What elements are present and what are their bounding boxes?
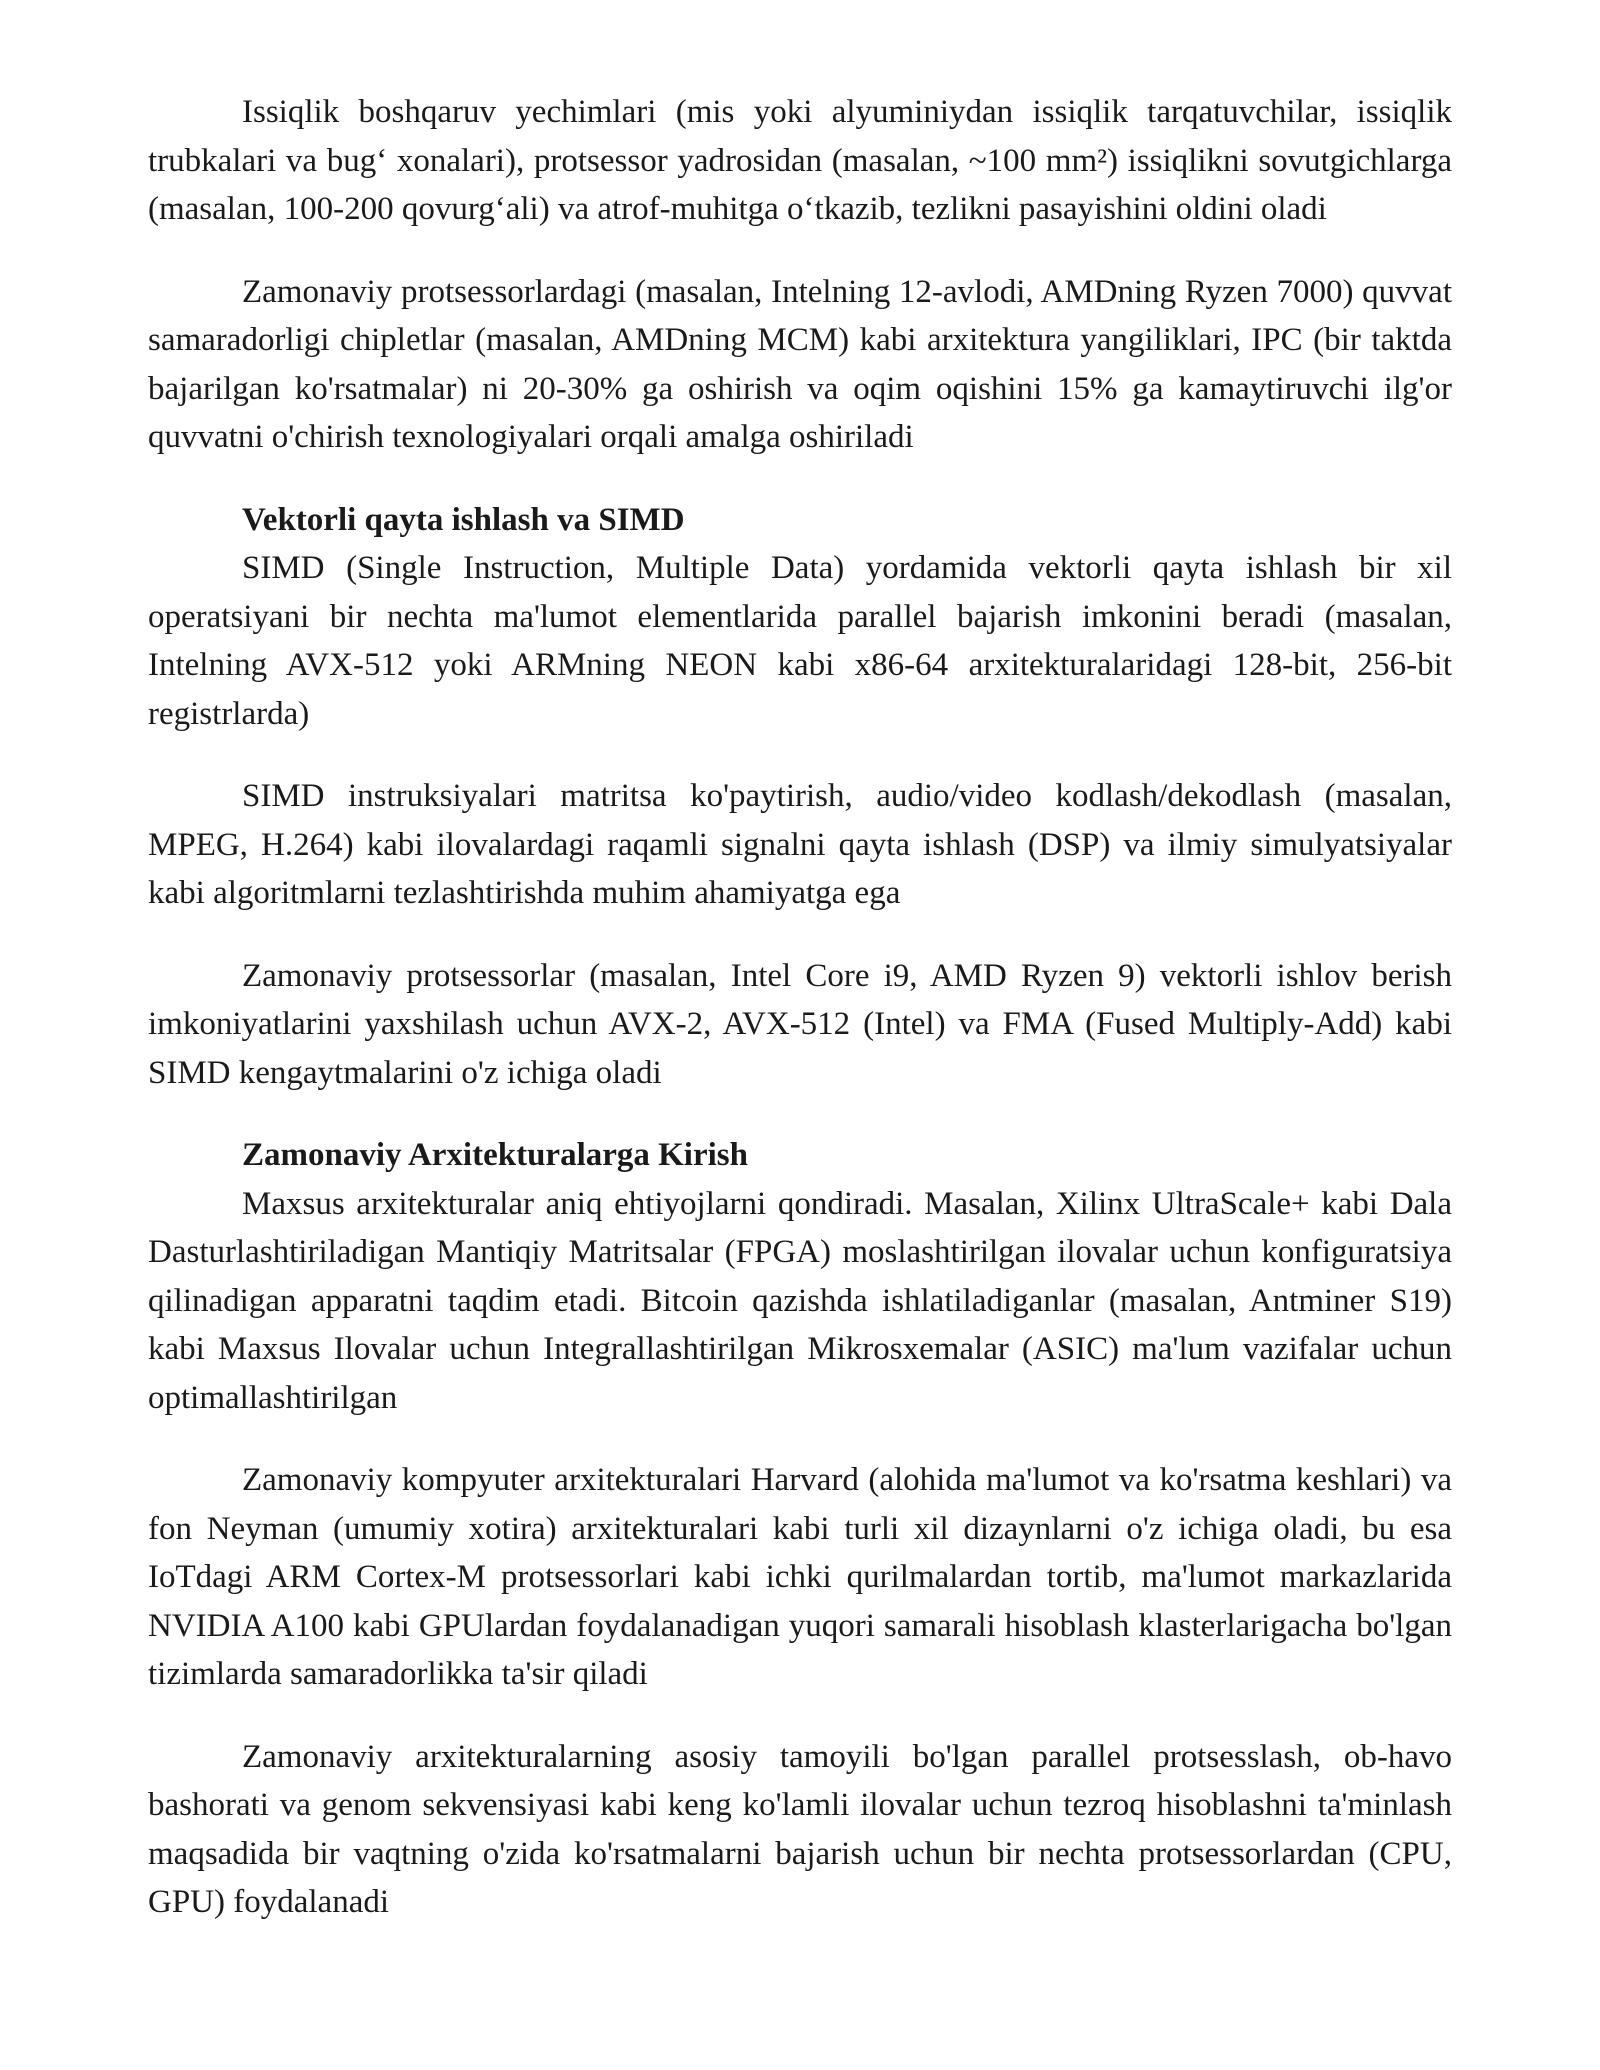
section-heading-simd: Vektorli qayta ishlash va SIMD [242,501,685,538]
paragraph-power-efficiency: Zamonaviy protsessorlardagi (masalan, Intelning 12-avlodi, AMDning Ryzen 7000) quvvat samaradorligi chipletlar (masalan, AMDning MCM) kabi arxitektura yangiliklari, IPC (bir taktda bajarilgan ko'rsatmalar) ni 20-30% ga oshirish va oqim oqishini 15% ga kamaytiruvchi ilg'or quvvatni o'chirish texnologiyalari orqali amalga oshiriladi [148,273,1452,455]
document-page [148,88,1452,1927]
paragraph-harvard-neumann: Zamonaviy kompyuter arxitekturalari Harvard (alohida ma'lumot va ko'rsatma keshlari) va fon Neyman (umumiy xotira) arxitekturalari kabi turli xil dizaynlarni o'z ichiga oladi, bu esa IoTdagi ARM Cortex-M protsessorlari kabi ichki qurilmalardan tortib, ma'lumot markazlarida NVIDIA A100 kabi GPUlardan foydalanadigan yuqori samarali hisoblash klasterlarigacha bo'lgan tizimlarda samaradorlikka ta'sir qiladi [148,1462,1452,1692]
paragraph-simd-applications: SIMD instruksiyalari matritsa ko'paytirish, audio/video kodlash/dekodlash (masalan, MPEG, H.264) kabi ilovalardagi raqamli signalni qayta ishlash (DSP) va ilmiy simulyatsiyalar kabi algoritmlarni tezlashtirishda muhim ahamiyatga ega [148,778,1452,911]
paragraph-parallel-processing: Zamonaviy arxitekturalarning asosiy tamoyili bo'lgan parallel protsesslash, ob-havo bashorati va genom sekvensiyasi kabi keng ko'lamli ilovalar uchun tezroq hisoblashni ta'minlash maqsadida bir vaqtning o'zida ko'rsatmalarni bajarish uchun bir nechta protsessorlardan (CPU, GPU) foydalanadi [148,1738,1452,1920]
paragraph-special-architectures: Maxsus arxitekturalar aniq ehtiyojlarni qondiradi. Masalan, Xilinx UltraScale+ kabi Dala Dasturlashtiriladigan Mantiqiy Matritsalar (FPGA) moslashtirilgan ilovalar uchun konfiguratsiya qilinadigan apparatni taqdim etadi. Bitcoin qazishda ishlatiladiganlar (masalan, Antminer S19) kabi Maxsus Ilovalar uchun Integrallashtirilgan Mikrosxemalar (ASIC) ma'lum vazifalar uchun optimallashtirilgan [148,1185,1452,1416]
paragraph-simd-extensions: Zamonaviy protsessorlar (masalan, Intel Core i9, AMD Ryzen 9) vektorli ishlov berish imkoniyatlarini yaxshilash uchun AVX-2, AVX-512 (Intel) va FMA (Fused Multiply-Add) kabi SIMD kengaytmalarini o'z ichiga oladi [148,957,1452,1091]
section-heading-modern-architectures: Zamonaviy Arxitekturalarga Kirish [242,1137,748,1173]
paragraph-thermal-management: Issiqlik boshqaruv yechimlari (mis yoki alyuminiydan issiqlik tarqatuvchilar, issiqlik trubkalari va bug‘ xonalari), protsessor yadrosidan (masalan, ~100 mm²) issiqlikni sovutgichlarga (masalan, 100-200 qovurg‘ali) va atrof-muhitga o‘tkazib, tezlikni pasayishini oldini oladi [148,94,1452,227]
paragraph-simd-intro: SIMD (Single Instruction, Multiple Data) yordamida vektorli qayta ishlash bir xil operatsiyani bir nechta ma'lumot elementlarida parallel bajarish imkonini beradi (masalan, Intelning AVX-512 yoki ARMning NEON kabi x86-64 arxitekturalaridagi 128-bit, 256-bit registrlarda) [148,550,1452,732]
